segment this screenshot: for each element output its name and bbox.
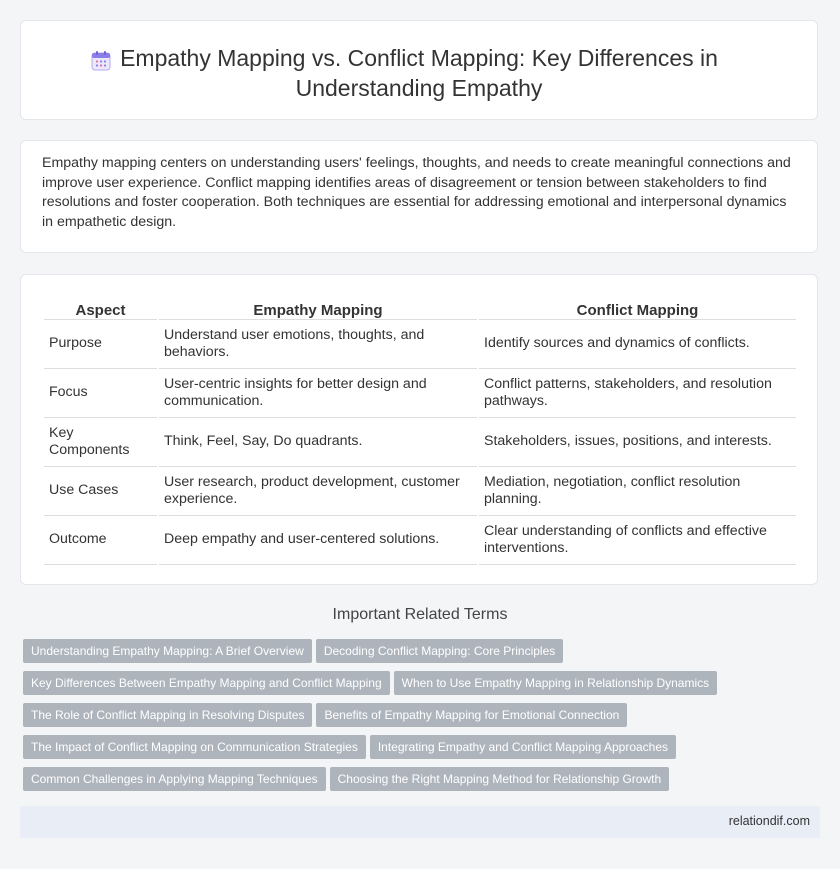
related-term-link[interactable]: When to Use Empathy Mapping in Relationship Dynamics <box>394 671 717 695</box>
comparison-table <box>42 295 798 565</box>
related-term-link[interactable]: Understanding Empathy Mapping: A Brief Overview <box>23 639 312 663</box>
footer-site-link[interactable]: relationdif.com <box>728 814 810 828</box>
table-row <box>44 516 796 565</box>
row-empathy: Think, Feel, Say, Do quadrants. <box>159 418 477 467</box>
related-term-link[interactable]: Choosing the Right Mapping Method for Relationship Growth <box>330 767 670 791</box>
tag-row <box>23 767 823 799</box>
related-term-link[interactable]: Integrating Empathy and Conflict Mapping Approaches <box>370 735 676 759</box>
row-conflict: Identify sources and dynamics of conflicts. <box>479 320 796 369</box>
title-line-1: Empathy Mapping vs. Conflict Mapping: Key Differences in <box>120 45 718 71</box>
header-empathy-mapping: Empathy Mapping <box>159 295 477 320</box>
table-header-row <box>44 295 796 320</box>
related-terms-title: Important Related Terms <box>332 606 508 623</box>
tag-row <box>23 703 823 735</box>
tag-row <box>23 735 823 767</box>
row-aspect: Focus <box>44 369 157 418</box>
table-row <box>44 467 796 516</box>
table-row <box>44 320 796 369</box>
row-empathy: User research, product development, customer experience. <box>159 467 477 516</box>
row-aspect: Purpose <box>44 320 157 369</box>
related-term-link[interactable]: Decoding Conflict Mapping: Core Principles <box>316 639 563 663</box>
row-empathy: User-centric insights for better design and communication. <box>159 369 477 418</box>
row-conflict: Stakeholders, issues, positions, and interests. <box>479 418 796 467</box>
row-aspect: Key Components <box>44 418 157 467</box>
related-term-link[interactable]: Benefits of Empathy Mapping for Emotional Connection <box>316 703 627 727</box>
row-empathy: Understand user emotions, thoughts, and behaviors. <box>159 320 477 369</box>
related-term-link[interactable]: Common Challenges in Applying Mapping Techniques <box>23 767 326 791</box>
tag-row <box>23 639 823 671</box>
row-conflict: Clear understanding of conflicts and effective interventions. <box>479 516 796 565</box>
comparison-card <box>20 274 818 585</box>
table-row <box>44 369 796 418</box>
related-term-link[interactable]: Key Differences Between Empathy Mapping and Conflict Mapping <box>23 671 390 695</box>
related-term-link[interactable]: The Role of Conflict Mapping in Resolving Disputes <box>23 703 312 727</box>
title-line-2: Understanding Empathy <box>295 75 543 101</box>
row-aspect: Use Cases <box>44 467 157 516</box>
page-title <box>81 43 757 103</box>
row-conflict: Conflict patterns, stakeholders, and resolution pathways. <box>479 369 796 418</box>
row-empathy: Deep empathy and user-centered solutions. <box>159 516 477 565</box>
intro-card <box>20 140 818 253</box>
intro-text: Empathy mapping centers on understanding users' feelings, thoughts, and needs to create meaningful connections and improve user experience. Conflict mapping identifies areas of disagreement or tension between stakeholders to find resolutions and foster cooperation. Both techniques are essential for addressing emotional and interpersonal dynamics in empathetic design. <box>42 155 791 230</box>
related-terms-list <box>23 639 823 799</box>
header-conflict-mapping: Conflict Mapping <box>479 295 796 320</box>
table-row <box>44 418 796 467</box>
row-aspect: Outcome <box>44 516 157 565</box>
tag-row <box>23 671 823 703</box>
related-term-link[interactable]: The Impact of Conflict Mapping on Communication Strategies <box>23 735 366 759</box>
row-conflict: Mediation, negotiation, conflict resolution planning. <box>479 467 796 516</box>
header-card <box>20 20 818 120</box>
header-aspect: Aspect <box>44 295 157 320</box>
footer <box>20 806 820 838</box>
